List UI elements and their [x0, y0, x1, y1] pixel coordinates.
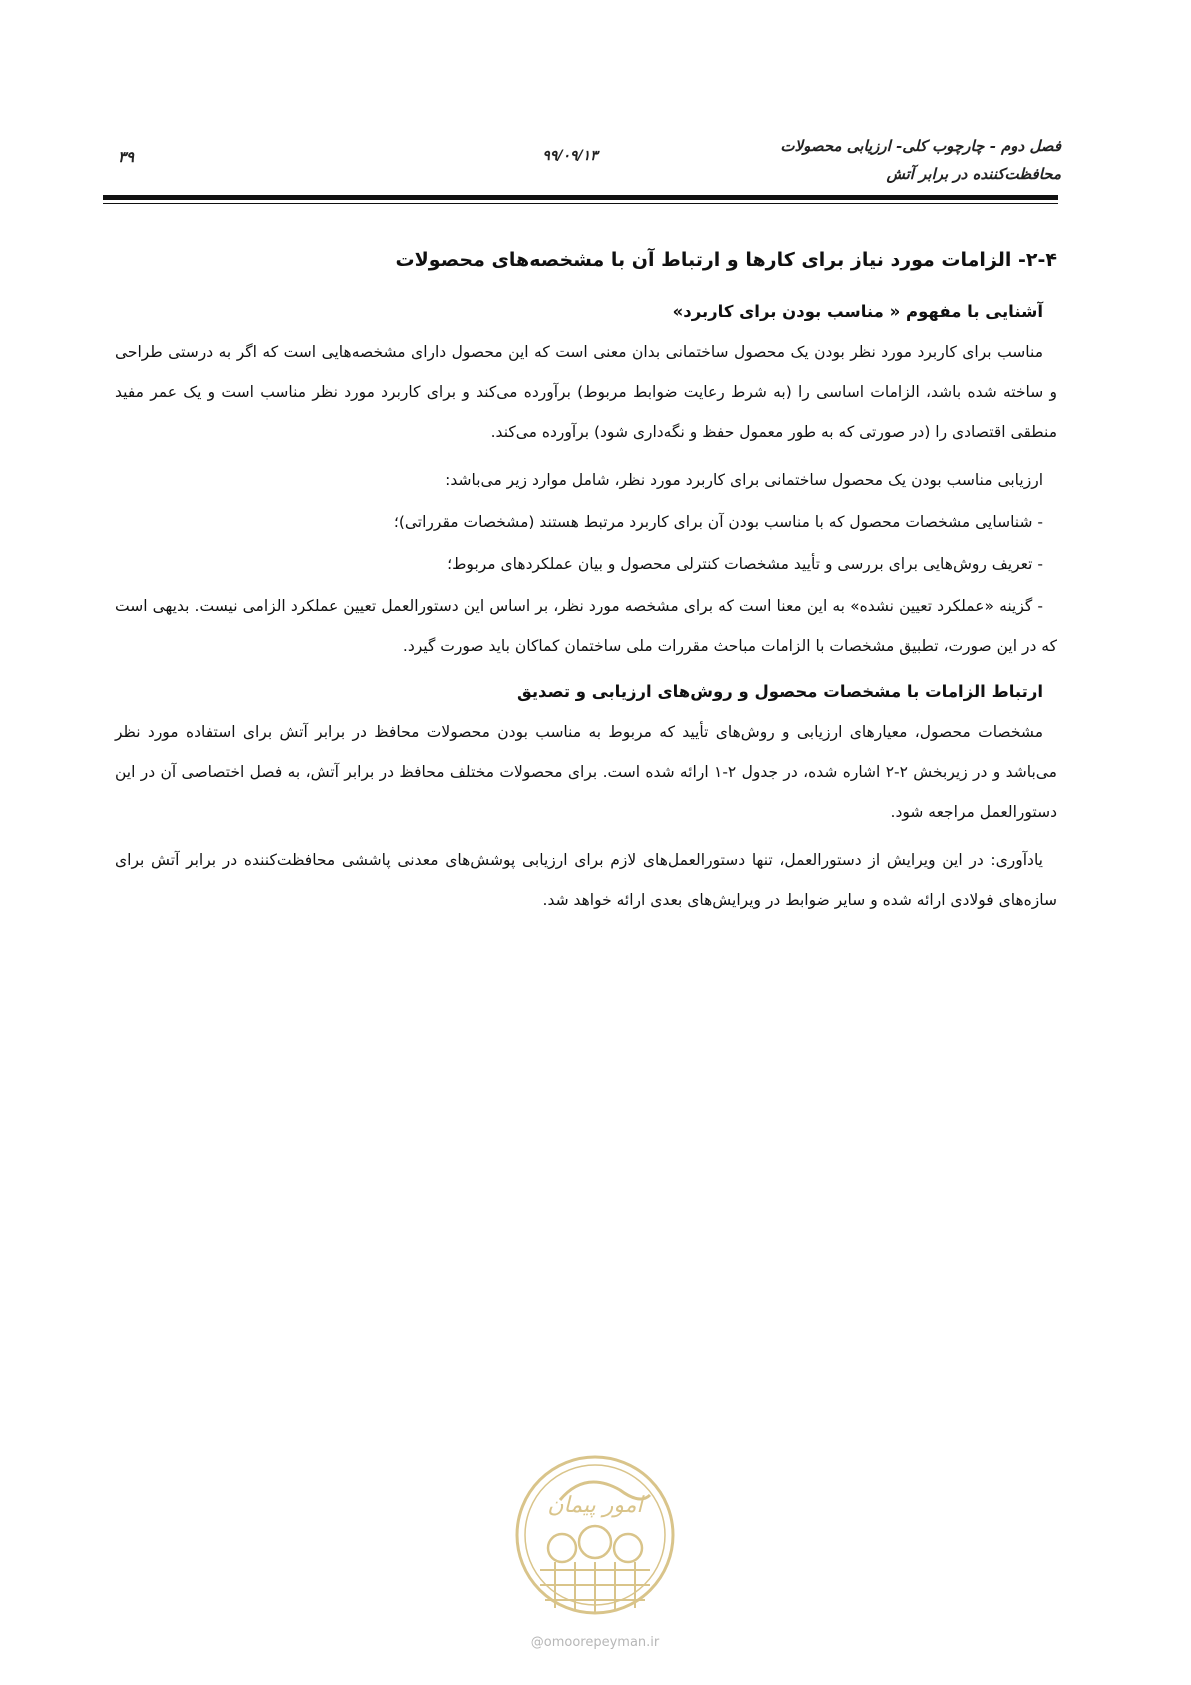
running-header-chapter [780, 132, 1061, 188]
header-rule-thin [103, 203, 1058, 204]
subsection-title-suitability: آشنایی با مفهوم « مناسب بودن برای کاربرد» [672, 302, 1043, 321]
subsection-title-relationship: ارتباط الزامات با مشخصات محصول و روش‌های ارزیابی و تصدیق [516, 682, 1043, 701]
list-item-identify-characteristics: - شناسایی مشخصات محصول که با مناسب بودن آن برای کاربرد مرتبط هستند (مشخصات مقرراتی)؛ [393, 513, 1043, 531]
header-rule-thick [103, 195, 1058, 200]
header-date: ۹۹/۰۹/۱۳ [542, 148, 598, 164]
list-item-define-methods: - تعریف روش‌هایی برای بررسی و تأیید مشخصات کنترلی محصول و بیان عملکردهای مربوط؛ [447, 555, 1043, 573]
logo-text: امور پیمان [547, 1493, 643, 1518]
list-item-npd-option: - گزینه «عملکرد تعیین نشده» به این معنا است که برای مشخصه مورد نظر، بر اساس این دستورالعمل تعیین عملکرد الزامی نیست. بدیهی است که در این صورت، تطبیق مشخصات با الزامات مباحث مقررات ملی ساختمان کماکان باید صورت گیرد. [115, 597, 1057, 655]
paragraph-suitability-definition: مناسب برای کاربرد مورد نظر بودن یک محصول ساختمانی بدان معنی است که این محصول دارای مشخصه‌هایی است که اگر به درستی طراحی و ساخته شده باشد، الزامات اساسی را (به شرط رعایت ضوابط مربوط) برآورده می‌کند و برای کاربرد مورد نظر مناسب است و یک عمر مفید منطقی اقتصادی را (در صورتی که به طور معمول حفظ و نگه‌داری شود) برآورده می‌کند. [115, 343, 1057, 441]
document-body [115, 240, 1057, 922]
watermark-handle: @omoorepeyman.ir [530, 1635, 660, 1650]
paragraph-note: یادآوری: در این ویرایش از دستورالعمل، تنها دستورالعمل‌های لازم برای ارزیابی پوشش‌های معدنی پاششی محافظت‌کننده در برابر آتش برای سازه‌های فولادی ارائه شده و سایر ضوابط در ویرایش‌های بعدی ارائه خواهد شد. [115, 851, 1057, 909]
chapter-title-line1: فصل دوم - چارچوب کلی- ارزیابی محصولات [780, 137, 1061, 155]
paragraph-product-characteristics: مشخصات محصول، معیارهای ارزیابی و روش‌های تأیید که مربوط به مناسب بودن محصولات محافظ در برابر آتش برای استفاده مورد نظر می‌باشد و در زیربخش ۲-۲ اشاره شده، در جدول ۲-۱ ارائه شده است. برای محصولات مختلف محافظ در برابر آتش، به فصل اختصاصی آن در این دستورالعمل مراجعه شود. [115, 723, 1057, 821]
chapter-title-line2: محافظت‌کننده در برابر آتش [886, 165, 1061, 183]
paragraph-assessment-intro: ارزیابی مناسب بودن یک محصول ساختمانی برای کاربرد مورد نظر، شامل موارد زیر می‌باشد: [445, 471, 1043, 489]
page-number: ۳۹ [118, 148, 135, 166]
publisher-logo-seal [500, 1450, 690, 1620]
section-title: ۲-۴- الزامات مورد نیاز برای کارها و ارتباط آن با مشخصه‌های محصولات [395, 249, 1057, 271]
